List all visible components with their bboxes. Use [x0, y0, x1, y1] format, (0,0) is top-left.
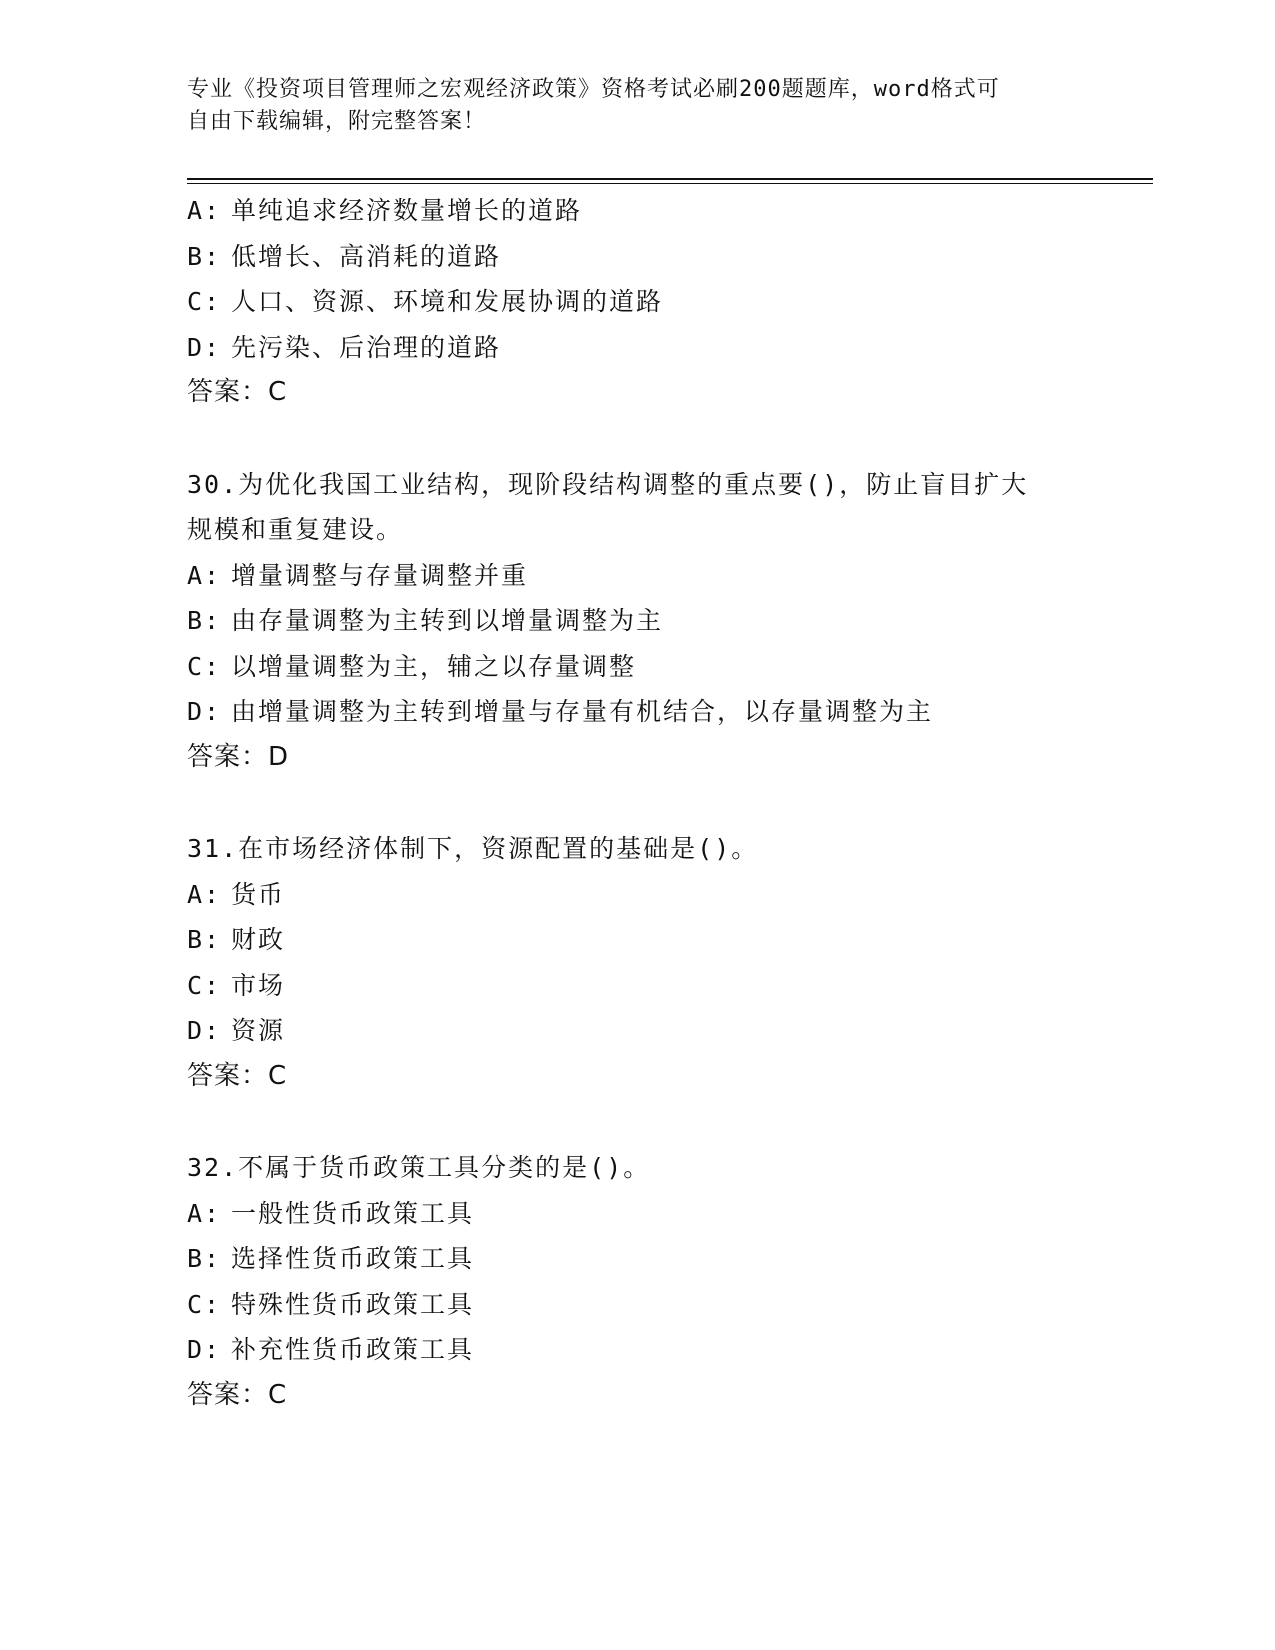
option-text: 人口、资源、环境和发展协调的道路 [231, 287, 664, 316]
option-key: B: [187, 241, 222, 271]
answer-line: 答案：C [187, 377, 288, 407]
option-key: B: [187, 1244, 222, 1273]
option-key: A: [187, 1198, 222, 1228]
option-d [187, 1008, 1087, 1054]
answer-line: 答案：C [187, 1379, 288, 1410]
option-a [187, 872, 1087, 918]
spacer [187, 1099, 1087, 1145]
option-c [187, 644, 1087, 690]
option-key: D: [187, 697, 222, 726]
option-text: 由增量调整为主转到增量与存量有机结合，以存量调整为主 [231, 697, 934, 726]
option-c [187, 1282, 1087, 1328]
option-d [187, 689, 1087, 735]
option-a [187, 553, 1087, 599]
question-31 [187, 826, 1087, 1099]
spacer [187, 416, 1087, 462]
option-text: 补充性货币政策工具 [231, 1335, 475, 1364]
answer-line: 答案：D [187, 741, 290, 772]
header-divider-thin [187, 183, 1153, 184]
option-b [187, 234, 1087, 280]
header-title-line-1: 专业《投资项目管理师之宏观经济政策》资格考试必刷200题题库，word格式可 [187, 77, 1000, 102]
option-b [187, 1236, 1087, 1282]
option-text: 选择性货币政策工具 [231, 1244, 475, 1273]
answer-line: 答案：C [187, 1060, 288, 1091]
option-key: C: [187, 970, 222, 1000]
option-text: 市场 [231, 970, 286, 1000]
option-text: 货币 [231, 879, 286, 909]
question-list [187, 188, 1087, 1418]
option-text: 财政 [231, 925, 286, 954]
option-text: 由存量调整为主转到以增量调整为主 [231, 606, 664, 635]
header-title-line-2: 自由下载编辑，附完整答案！ [187, 109, 487, 134]
option-key: B: [187, 606, 222, 635]
option-key: D: [187, 1335, 222, 1364]
document-header [187, 74, 1067, 138]
question-stem-line-1: 30.为优化我国工业结构，现阶段结构调整的重点要()，防止盲目扩大 [187, 469, 1029, 499]
option-text: 增量调整与存量调整并重 [231, 560, 529, 590]
question-block-continued [187, 188, 1087, 416]
option-key: A: [187, 879, 222, 909]
option-key: D: [187, 332, 222, 362]
option-d [187, 325, 1087, 371]
option-a [187, 188, 1087, 234]
option-key: A: [187, 196, 222, 225]
option-a [187, 1191, 1087, 1237]
header-divider-thick [187, 178, 1153, 180]
spacer [187, 780, 1087, 826]
option-key: C: [187, 651, 222, 681]
option-text: 低增长、高消耗的道路 [231, 241, 502, 271]
option-c [187, 963, 1087, 1009]
question-stem-line-2: 规模和重复建设。 [187, 515, 404, 544]
option-text: 单纯追求经济数量增长的道路 [231, 196, 583, 225]
option-text: 以增量调整为主，辅之以存量调整 [231, 651, 637, 681]
option-key: A: [187, 560, 222, 590]
option-key: B: [187, 925, 222, 954]
option-key: D: [187, 1016, 222, 1045]
question-30 [187, 462, 1087, 781]
question-stem-line-1: 32.不属于货币政策工具分类的是()。 [187, 1153, 651, 1182]
question-stem-line-1: 31.在市场经济体制下，资源配置的基础是()。 [187, 834, 759, 863]
option-text: 先污染、后治理的道路 [231, 332, 502, 362]
question-32 [187, 1145, 1087, 1418]
option-key: C: [187, 287, 222, 316]
option-text: 特殊性货币政策工具 [231, 1289, 475, 1319]
option-text: 一般性货币政策工具 [231, 1198, 475, 1228]
option-b [187, 598, 1087, 644]
option-text: 资源 [231, 1016, 286, 1045]
option-key: C: [187, 1289, 222, 1319]
option-d [187, 1327, 1087, 1373]
option-b [187, 917, 1087, 963]
option-c [187, 279, 1087, 325]
